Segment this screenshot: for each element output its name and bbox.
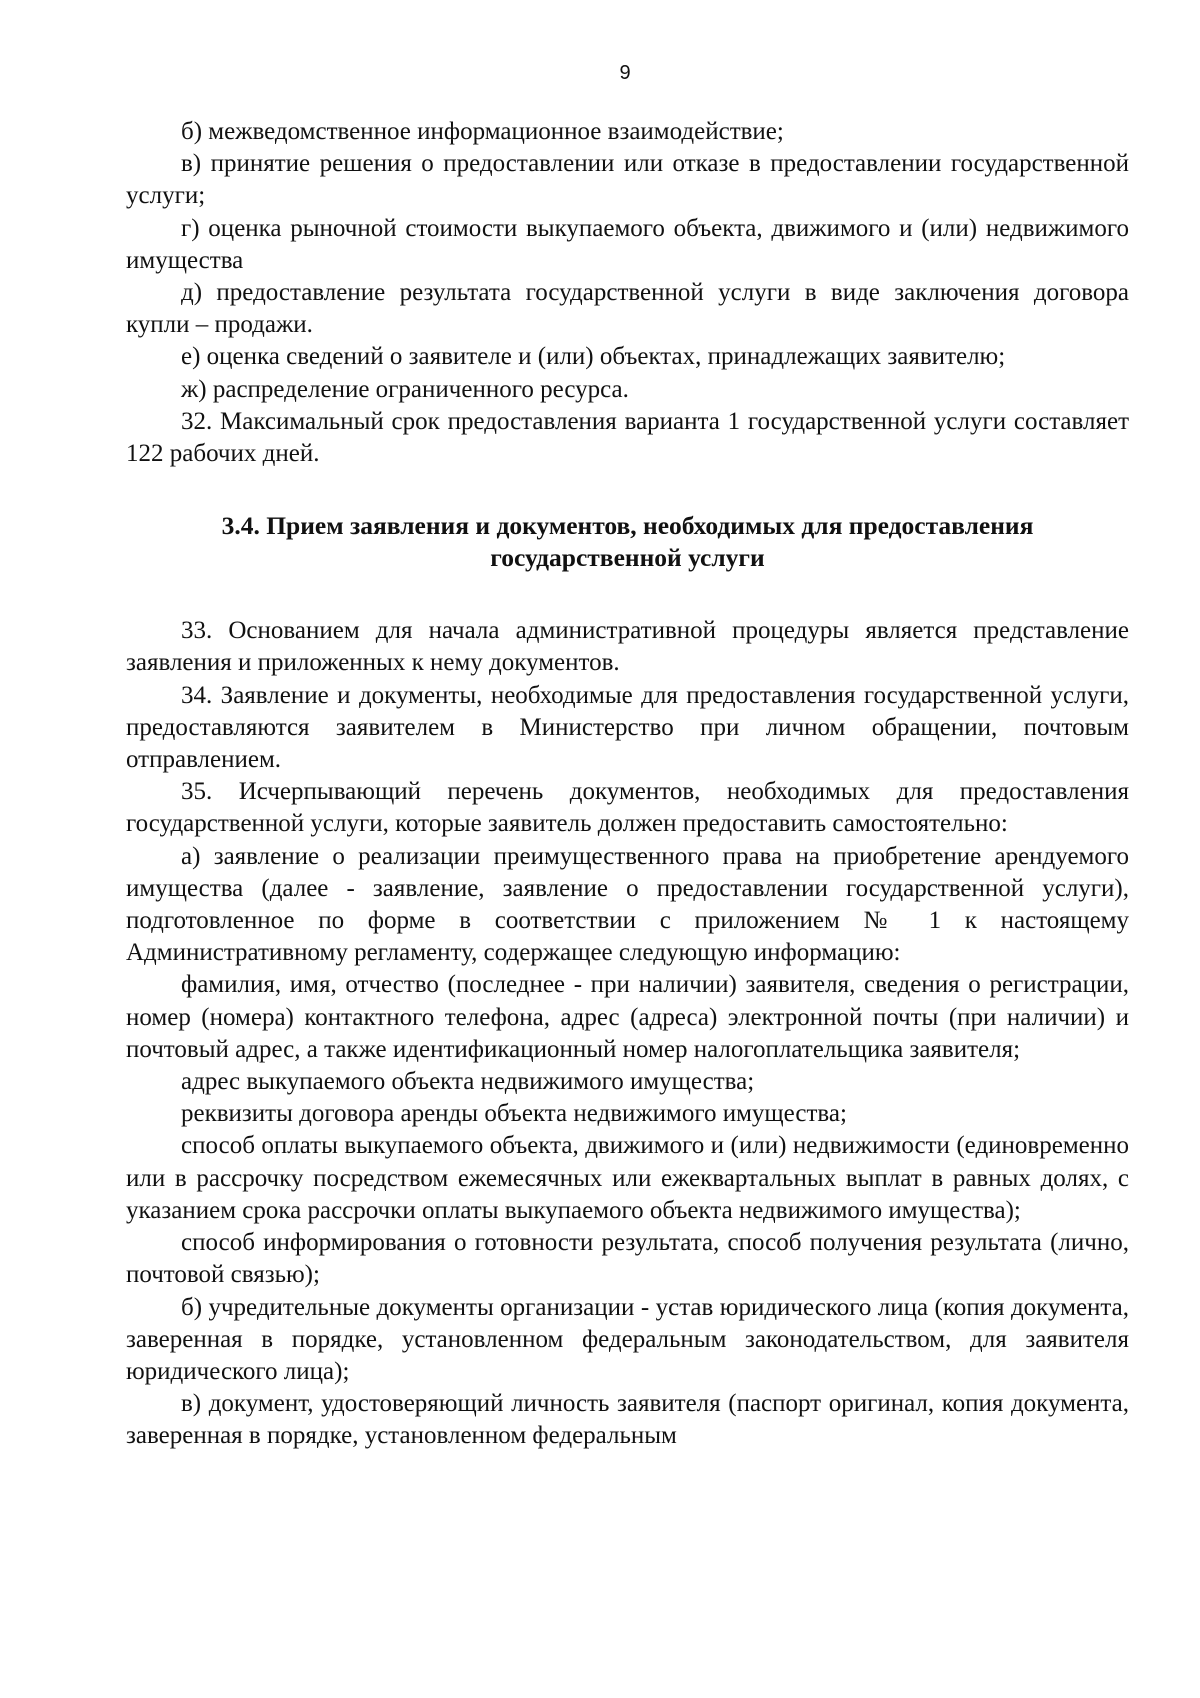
- paragraph: фамилия, имя, отчество (последнее - при наличии) заявителя, сведения о регистрации, номер (номера) контактного телефона, адрес (адреса) электронной почты (при наличии) и почтовый адрес, а также идентификационный номер налогоплательщика заявителя;: [126, 971, 1129, 1063]
- paragraph: а) заявление о реализации преимущественного права на приобретение арендуемого имущества (далее - заявление, заявление о предоставлении государственной услуги), подготовленное по форме в соответствии с приложением № 1 к настоящему Административному регламенту, содержащее следующую информацию:: [126, 842, 1129, 967]
- paragraph: способ информирования о готовности результата, способ получения результата (лично, почтовой связью);: [126, 1229, 1129, 1289]
- paragraph: 33. Основанием для начала административной процедуры является представление заявления и приложенных к нему документов.: [126, 617, 1129, 677]
- paragraph: 35. Исчерпывающий перечень документов, необходимых для предоставления государственной услуги, которые заявитель должен предоставить самостоятельно:: [126, 778, 1129, 838]
- section-heading-line: 3.4. Прием заявления и документов, необходимых для предоставления: [221, 511, 1034, 541]
- document-body: [126, 116, 1129, 1453]
- paragraph: б) учредительные документы организации - устав юридического лица (копия документа, заверенная в порядке, установленном федеральным законодательством, для заявителя юридического лица);: [126, 1293, 1129, 1385]
- paragraph: 32. Максимальный срок предоставления варианта 1 государственной услуги составляет 122 рабочих дней.: [126, 407, 1129, 468]
- section-heading: [126, 510, 1129, 574]
- paragraph: способ оплаты выкупаемого объекта, движимого и (или) недвижимости (единовременно или в рассрочку посредством ежемесячных или ежеквартальных выплат в равных долях, с указанием срока рассрочки оплаты выкупаемого объекта недвижимого имущества);: [126, 1132, 1129, 1224]
- paragraph: в) документ, удостоверяющий личность заявителя (паспорт оригинал, копия документа, заверенная в порядке, установленном федеральным: [126, 1390, 1129, 1450]
- paragraph: е) оценка сведений о заявителе и (или) объектах, принадлежащих заявителю;: [181, 343, 1006, 371]
- paragraph: б) межведомственное информационное взаимодействие;: [181, 118, 784, 145]
- paragraph: реквизиты договора аренды объекта недвижимого имущества;: [181, 1100, 847, 1128]
- paragraph: адрес выкупаемого объекта недвижимого имущества;: [181, 1068, 755, 1096]
- section-heading-line: государственной услуги: [490, 543, 765, 573]
- page-number: 9: [619, 62, 631, 84]
- paragraph: 34. Заявление и документы, необходимые для предоставления государственной услуги, предоставляются заявителем в Министерство при личном обращении, почтовым отправлением.: [126, 681, 1129, 774]
- paragraph: в) принятие решения о предоставлении или отказе в предоставлении государственной услуги;: [126, 150, 1129, 210]
- paragraph: д) предоставление результата государственной услуги в виде заключения договора купли – продажи.: [126, 279, 1129, 339]
- paragraph: ж) распределение ограниченного ресурса.: [181, 375, 629, 403]
- paragraph: г) оценка рыночной стоимости выкупаемого объекта, движимого и (или) недвижимого имущества: [126, 214, 1129, 274]
